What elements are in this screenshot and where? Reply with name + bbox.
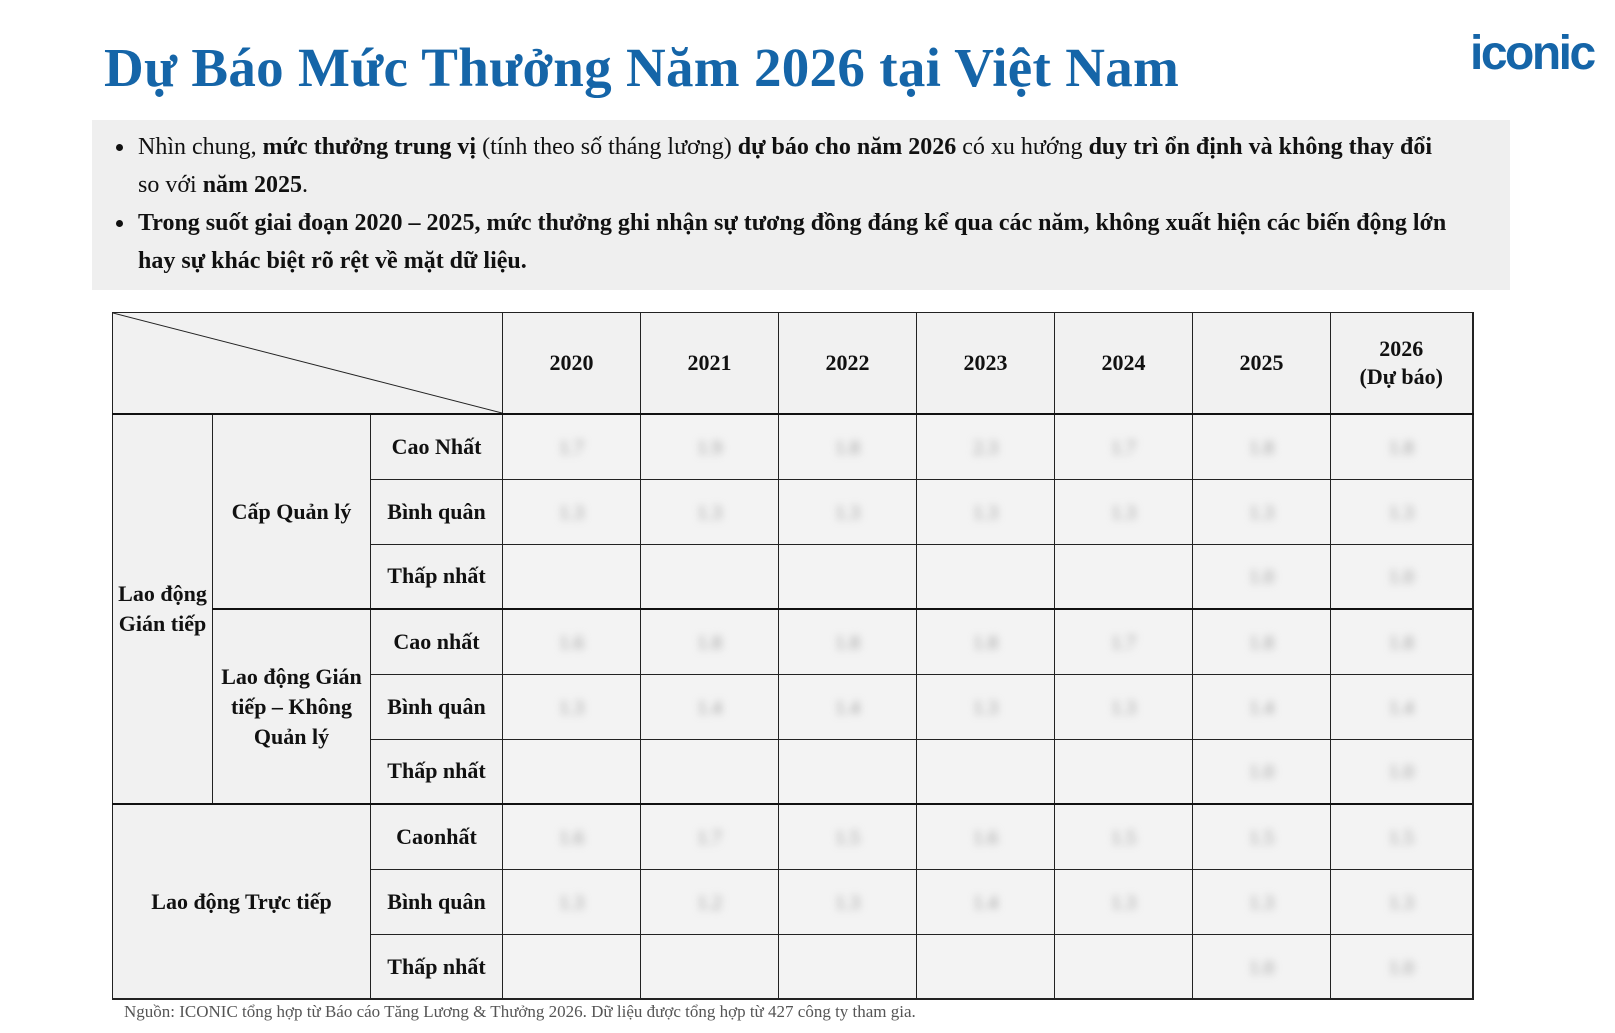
value-cell (1331, 544, 1473, 609)
value-cell (917, 414, 1055, 479)
value-cell (503, 674, 641, 739)
blurred-value: 1.3 (1249, 501, 1275, 524)
year-header-2020: 2020 (503, 313, 641, 415)
header-row (113, 313, 1473, 415)
value-cell (917, 609, 1055, 674)
blurred-value: 1.5 (1388, 826, 1414, 849)
value-cell (1331, 674, 1473, 739)
value-cell (779, 674, 917, 739)
blurred-value: 1.3 (1388, 891, 1414, 914)
value-cell (779, 544, 917, 609)
bullet1-bold-2: dự báo cho năm 2026 (737, 134, 957, 160)
blurred-value: 1.0 (1249, 761, 1275, 784)
value-cell (917, 804, 1055, 869)
blurred-value: 1.6 (559, 631, 585, 654)
value-cell (779, 869, 917, 934)
subgroup-non-management-label: Lao động Gián tiếp – Không Quản lý (213, 609, 371, 804)
value-cell (917, 739, 1055, 804)
brand-logo: iconic (1470, 27, 1594, 80)
bullet1-bold-1: mức thưởng trung vị (262, 134, 477, 160)
blurred-value: 1.3 (973, 696, 999, 719)
value-cell (1055, 804, 1193, 869)
table-corner-cell (113, 313, 503, 415)
value-cell (1193, 869, 1331, 934)
value-cell (1331, 869, 1473, 934)
value-cell (641, 414, 779, 479)
bullet1-text-2: (tính theo số tháng lương) (476, 134, 738, 160)
value-cell (1055, 414, 1193, 479)
metric-label: Bình quân (371, 479, 503, 544)
value-cell (1331, 609, 1473, 674)
blurred-value: 1.7 (1111, 436, 1137, 459)
bullet1-text-3: có xu hướng (956, 134, 1089, 160)
value-cell (779, 414, 917, 479)
value-cell (1055, 544, 1193, 609)
blurred-value: 1.0 (1388, 566, 1414, 589)
value-cell (503, 804, 641, 869)
year-header-2024: 2024 (1055, 313, 1193, 415)
bullet1-text-4: so với (138, 172, 203, 198)
table-body (113, 414, 1473, 999)
value-cell (641, 934, 779, 999)
blurred-value: 1.9 (697, 436, 723, 459)
year-header-2026 (1331, 313, 1473, 415)
page-title: Dự Báo Mức Thưởng Năm 2026 tại Việt Nam (104, 37, 1180, 98)
value-cell (641, 479, 779, 544)
bullet2-bold: Trong suốt giai đoạn 2020 – 2025, mức thưởng ghi nhận sự tương đồng đáng kể qua các năm, không xuất hiện các biến động lớn hay sự khác biệt rõ rệt về mặt dữ liệu. (138, 210, 1447, 274)
value-cell (917, 869, 1055, 934)
value-cell (641, 544, 779, 609)
value-cell (503, 609, 641, 674)
bullet1-text-1: Nhìn chung, (138, 134, 263, 160)
blurred-value: 1.8 (973, 631, 999, 654)
value-cell (1193, 934, 1331, 999)
value-cell (1193, 414, 1331, 479)
summary-list (92, 120, 1510, 280)
value-cell (917, 674, 1055, 739)
metric-label: Bình quân (371, 869, 503, 934)
blurred-value: 1.3 (1388, 501, 1414, 524)
source-note: Nguồn: ICONIC tổng hợp từ Báo cáo Tăng Lương & Thưởng 2026. Dữ liệu được tổng hợp từ 427 công ty tham gia. (124, 1002, 916, 1021)
value-cell (1193, 544, 1331, 609)
blurred-value: 1.3 (697, 501, 723, 524)
bullet1-bold-3: duy trì ổn định và không thay đổi (1088, 134, 1433, 160)
value-cell (917, 934, 1055, 999)
blurred-value: 1.0 (1388, 761, 1414, 784)
value-cell (641, 609, 779, 674)
blurred-value: 1.4 (1388, 696, 1414, 719)
metric-label: Thấp nhất (371, 544, 503, 609)
table-row (113, 609, 1473, 674)
blurred-value: 1.3 (559, 501, 585, 524)
group-indirect-label: Lao động Gián tiếp (113, 414, 213, 804)
bonus-table-container (112, 312, 1474, 1000)
blurred-value: 1.4 (835, 696, 861, 719)
blurred-value: 1.5 (1249, 826, 1275, 849)
blurred-value: 1.3 (1111, 891, 1137, 914)
value-cell (1331, 479, 1473, 544)
bullet1-bold-4: năm 2025 (202, 172, 303, 198)
blurred-value: 1.3 (973, 501, 999, 524)
value-cell (779, 609, 917, 674)
blurred-value: 1.8 (1249, 436, 1275, 459)
value-cell (641, 739, 779, 804)
value-cell (503, 414, 641, 479)
value-cell (503, 934, 641, 999)
value-cell (1331, 414, 1473, 479)
blurred-value: 1.2 (697, 891, 723, 914)
blurred-value: 2.3 (973, 436, 999, 459)
blurred-value: 1.8 (1388, 631, 1414, 654)
diagonal-line (113, 313, 502, 413)
metric-label: Cao Nhất (371, 414, 503, 479)
year-header-2022: 2022 (779, 313, 917, 415)
summary-box (92, 120, 1510, 290)
blurred-value: 1.3 (835, 891, 861, 914)
value-cell (1193, 739, 1331, 804)
group-direct-label: Lao động Trực tiếp (113, 804, 371, 999)
value-cell (1193, 804, 1331, 869)
value-cell (779, 934, 917, 999)
subgroup-management-label: Cấp Quản lý (213, 414, 371, 609)
value-cell (503, 479, 641, 544)
blurred-value: 1.8 (1249, 631, 1275, 654)
value-cell (1331, 739, 1473, 804)
metric-label: Caonhất (371, 804, 503, 869)
blurred-value: 1.7 (697, 826, 723, 849)
blurred-value: 1.5 (835, 826, 861, 849)
value-cell (917, 479, 1055, 544)
table-bottom-border (112, 998, 1473, 1000)
blurred-value: 1.4 (697, 696, 723, 719)
value-cell (641, 869, 779, 934)
blurred-value: 1.0 (1388, 956, 1414, 979)
value-cell (1193, 479, 1331, 544)
summary-bullet-2 (136, 204, 1450, 280)
table-row (113, 804, 1473, 869)
value-cell (1193, 674, 1331, 739)
year-header-2023: 2023 (917, 313, 1055, 415)
blurred-value: 1.3 (835, 501, 861, 524)
blurred-value: 1.5 (1111, 826, 1137, 849)
blurred-value: 1.8 (1388, 436, 1414, 459)
forecast-note: (Dự báo) (1359, 364, 1443, 389)
value-cell (1055, 479, 1193, 544)
blurred-value: 1.7 (559, 436, 585, 459)
blurred-value: 1.8 (697, 631, 723, 654)
value-cell (917, 544, 1055, 609)
value-cell (1331, 804, 1473, 869)
value-cell (1055, 869, 1193, 934)
summary-bullet-1 (136, 128, 1450, 204)
metric-label: Bình quân (371, 674, 503, 739)
blurred-value: 1.3 (1111, 501, 1137, 524)
value-cell (503, 739, 641, 804)
table-row (113, 414, 1473, 479)
bonus-table (112, 312, 1474, 1000)
blurred-value: 1.8 (835, 631, 861, 654)
value-cell (1055, 674, 1193, 739)
blurred-value: 1.0 (1249, 956, 1275, 979)
metric-label: Thấp nhất (371, 739, 503, 804)
blurred-value: 1.8 (835, 436, 861, 459)
forecast-year: 2026 (1379, 336, 1424, 361)
value-cell (779, 739, 917, 804)
value-cell (1193, 609, 1331, 674)
blurred-value: 1.6 (559, 826, 585, 849)
value-cell (503, 544, 641, 609)
value-cell (1055, 609, 1193, 674)
value-cell (503, 869, 641, 934)
blurred-value: 1.4 (973, 891, 999, 914)
year-header-2021: 2021 (641, 313, 779, 415)
metric-label: Thấp nhất (371, 934, 503, 999)
blurred-value: 1.3 (559, 891, 585, 914)
year-header-2025: 2025 (1193, 313, 1331, 415)
blurred-value: 1.0 (1249, 566, 1275, 589)
blurred-value: 1.3 (1111, 696, 1137, 719)
value-cell (1055, 739, 1193, 804)
blurred-value: 1.3 (1249, 891, 1275, 914)
blurred-value: 1.6 (973, 826, 999, 849)
metric-label: Cao nhất (371, 609, 503, 674)
value-cell (641, 804, 779, 869)
value-cell (779, 804, 917, 869)
bullet1-text-5: . (302, 172, 309, 198)
blurred-value: 1.4 (1249, 696, 1275, 719)
value-cell (1055, 934, 1193, 999)
blurred-value: 1.7 (1111, 631, 1137, 654)
value-cell (779, 479, 917, 544)
value-cell (641, 674, 779, 739)
blurred-value: 1.3 (559, 696, 585, 719)
value-cell (1331, 934, 1473, 999)
